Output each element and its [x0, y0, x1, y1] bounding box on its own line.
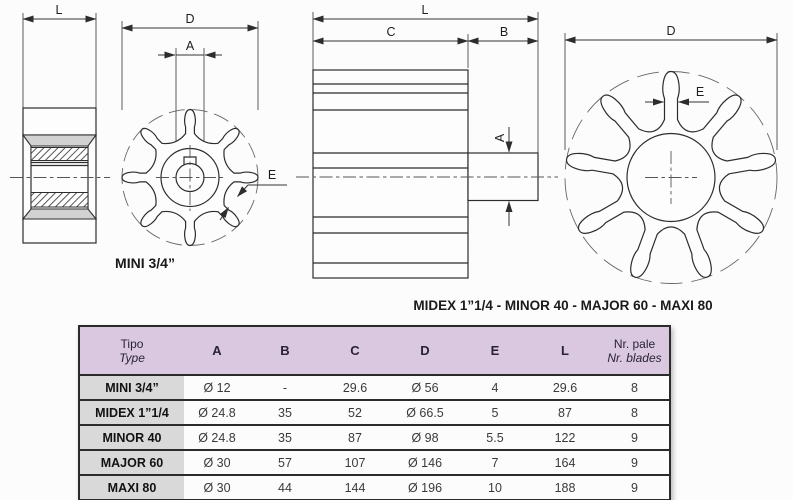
spec-cell: 87: [530, 400, 600, 425]
mini-body-outline: [23, 108, 96, 243]
header-blades: [600, 326, 670, 375]
large-side-view: [296, 12, 558, 278]
spec-cell: Ø 56: [390, 375, 460, 400]
mini-front-view: [122, 21, 287, 246]
header-col-B: B: [250, 326, 320, 375]
spec-cell: 44: [250, 475, 320, 500]
row-label: MINOR 40: [79, 425, 184, 450]
header-type-en: Type: [119, 350, 145, 365]
table-row: [79, 375, 670, 400]
spec-cell: 9: [600, 475, 670, 500]
header-blades-it: Nr. pale: [613, 336, 656, 351]
mini-hub-hatch-top: [31, 148, 88, 161]
spec-cell: Ø 98: [390, 425, 460, 450]
large-body-outline: [313, 70, 468, 278]
spec-cell: 35: [250, 425, 320, 450]
spec-cell: 9: [600, 450, 670, 475]
spec-cell: Ø 66.5: [390, 400, 460, 425]
header-col-E: E: [460, 326, 530, 375]
dim-label-C-large: C: [386, 25, 396, 39]
spec-cell: Ø 24.8: [184, 400, 250, 425]
spec-cell: 10: [460, 475, 530, 500]
row-label: MAJOR 60: [79, 450, 184, 475]
header-blades-en: Nr. blades: [607, 350, 662, 365]
dim-label-A-large: A: [493, 133, 507, 143]
spec-cell: 87: [320, 425, 390, 450]
dim-arrow-E-mini-upper: [238, 185, 249, 197]
spec-cell: 9: [600, 425, 670, 450]
row-label: MAXI 80: [79, 475, 184, 500]
spec-cell: -: [250, 375, 320, 400]
spec-cell: 52: [320, 400, 390, 425]
spec-cell: 188: [530, 475, 600, 500]
dim-label-E-large: E: [695, 85, 705, 99]
spec-cell: 144: [320, 475, 390, 500]
spec-cell: 7: [460, 450, 530, 475]
spec-header-row: [79, 326, 670, 375]
dim-label-B-large: B: [499, 25, 509, 39]
dim-label-L-mini: L: [55, 3, 63, 17]
spec-cell: Ø 24.8: [184, 425, 250, 450]
dim-label-D-large: D: [666, 24, 676, 38]
table-row: [79, 400, 670, 425]
spec-cell: 107: [320, 450, 390, 475]
spec-cell: Ø 146: [390, 450, 460, 475]
spec-cell: 5.5: [460, 425, 530, 450]
dim-label-A-mini: A: [185, 39, 195, 53]
spec-table: [78, 325, 671, 500]
mini-hub-hatch-bottom: [31, 193, 88, 208]
spec-cell: 57: [250, 450, 320, 475]
spec-cell: Ø 30: [184, 475, 250, 500]
spec-cell: 29.6: [530, 375, 600, 400]
header-col-A: A: [184, 326, 250, 375]
mini-caption: MINI 3/4”: [115, 255, 175, 271]
dim-label-L-large: L: [421, 3, 429, 17]
table-row: [79, 425, 670, 450]
mini-seal-top: [23, 135, 96, 146]
mini-side-view: [10, 13, 110, 243]
header-type: [79, 326, 184, 375]
dim-label-D-mini: D: [185, 12, 195, 26]
spec-cell: 164: [530, 450, 600, 475]
header-col-D: D: [390, 326, 460, 375]
table-row: [79, 475, 670, 500]
spec-cell: 29.6: [320, 375, 390, 400]
spec-cell: 122: [530, 425, 600, 450]
header-col-C: C: [320, 326, 390, 375]
spec-cell: 8: [600, 400, 670, 425]
spec-cell: Ø 30: [184, 450, 250, 475]
large-caption: MIDEX 1”1/4 - MINOR 40 - MAJOR 60 - MAXI 80: [413, 298, 713, 313]
dim-label-E-mini: E: [267, 168, 277, 182]
table-row: [79, 450, 670, 475]
spec-cell: 4: [460, 375, 530, 400]
spec-cell: 5: [460, 400, 530, 425]
spec-cell: Ø 12: [184, 375, 250, 400]
row-label: MIDEX 1”1/4: [79, 400, 184, 425]
header-type-it: Tipo: [120, 336, 144, 351]
spec-cell: Ø 196: [390, 475, 460, 500]
spec-cell: 35: [250, 400, 320, 425]
large-front-view: [565, 33, 777, 284]
mini-seal-bottom: [23, 209, 96, 219]
header-col-L: L: [530, 326, 600, 375]
spec-cell: 8: [600, 375, 670, 400]
row-label: MINI 3/4”: [79, 375, 184, 400]
